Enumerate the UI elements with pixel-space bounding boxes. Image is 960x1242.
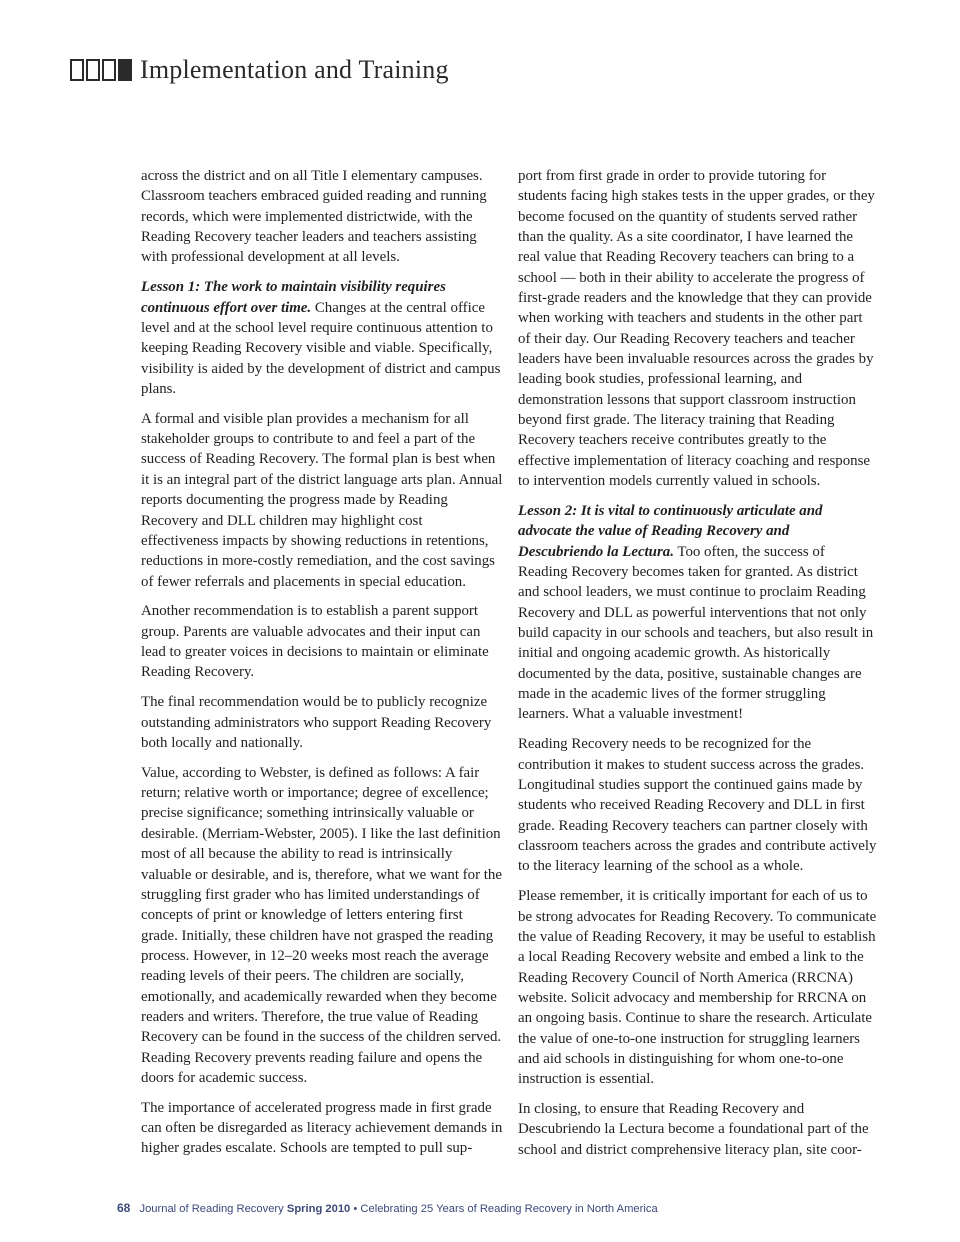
paragraph: port from first grade in order to provide tutoring for students facing high stakes tests in the upper grades, or they become focused on the quantity of students served rather than the quality. As a site coordinator, I have learned the real value that Reading Recovery teachers can bring to a school — both in their ability to accelerate the progress of first-grade readers and the knowledge that they can provide when working with teachers and students in the other part of their day. Our Reading Recovery teachers and teacher leaders have been invaluable resources across the grades by leading book studies, professional learning, and demonstration lessons that support classroom instruction beyond first grade. The literacy training that Reading Recovery teachers receive contributes greatly to the effective implementation of literacy coaching and response to intervention models currently valued in schools. (518, 168, 875, 490)
lesson-text: Changes at the central office level and at the school level require continuous attention to keeping Reading Recovery visible and viable. Specifically, visibility is aided by the development of district and campus plans. (141, 299, 501, 397)
lesson-paragraph (518, 501, 878, 725)
lesson-heading: Lesson 1: The work to maintain visibility requires continuous effort over time. (141, 279, 446, 316)
page-footer (117, 1201, 658, 1215)
journal-name: Journal of Reading Recovery (139, 1203, 284, 1215)
header-boxes-icon (70, 59, 132, 81)
right-column (518, 166, 878, 1170)
paragraph: Please remember, it is critically important for each of us to be strong advocates for Reading Recovery. To communicate the value of Reading Recovery, it may be useful to establish a local Reading Recovery website and embed a link to the Reading Recovery Council of North America (RRCNA) website. Solicit advocacy and membership for RRCNA on an ongoing basis. Continue to share the research. Articulate the value of one-to-one instruction for struggling learners and aid schools in distinguishing for whom one-to-one instruction is essential. (518, 888, 877, 1088)
footer-separator: • (353, 1203, 358, 1215)
running-header (70, 53, 449, 87)
paragraph: The importance of accelerated progress made in first grade can often be disregarded as literacy achievement demands in higher grades escalate. Schools are tempted to pull sup- (141, 1099, 503, 1157)
paragraph: Another recommendation is to establish a parent support group. Parents are valuable advocates and their input can lead to greater voices in decisions to maintain or eliminate Reading Recovery. (141, 603, 489, 681)
footer-tagline: Celebrating 25 Years of Reading Recovery in North America (360, 1203, 658, 1215)
issue-label: Spring 2010 (286, 1203, 351, 1215)
paragraph: A formal and visible plan provides a mechanism for all stakeholder groups to contribute to and feel a part of the success of Reading Recovery. The formal plan is best when it is an integral part of the district language arts plan. Annual reports documenting the progress made by Reading Recovery and DLL children may highlight cost effectiveness impacts by showing reductions in retentions, reductions in more-costly remediation, and the cost savings of fewer referrals and placements in special education. (141, 410, 503, 590)
lesson-paragraph (141, 277, 503, 399)
lesson-heading: Lesson 2: It is vital to continuously articulate and advocate the value of Reading Recovery and Descubriendo la Lectura. (518, 503, 823, 560)
left-column (141, 166, 503, 1168)
section-title: Implementation and Training (140, 55, 449, 84)
paragraph: The final recommendation would be to publicly recognize outstanding administrators who support Reading Recovery both locally and nationally. (141, 694, 492, 751)
page-number: 68 (117, 1201, 131, 1215)
lesson-text: Too often, the success of Reading Recovery becomes taken for granted. As district and school leaders, we must continue to proclaim Reading Recovery and DLL as powerful interventions that not only build capacity in our schools and teachers, but also result in initial and ongoing academic growth. As historically documented by the data, positive, sustainable changes are made in the academic lives of the former struggling learners. What a valuable investment! (518, 543, 874, 723)
paragraph: Value, according to Webster, is defined as follows: A fair return; relative worth or importance; degree of excellence; precise significance; something intrinsically valuable or desirable. (Merriam-Webster, 2005). I like the last definition most of all because the ability to read is intrinsically valuable or desirable, and is, therefore, what we want for the struggling first grader who has limited understandings of concepts of print or knowledge of letters entering first grade. Initially, these children have not grasped the reading process. However, in 12–20 weeks most reach the average reading levels of their peers. The children are socially, emotionally, and academically rewarded when they become readers and writers. Therefore, the true value of Reading Recovery can be found in the success of the children served. Reading Recovery prevents reading failure and opens the doors for academic success. (141, 764, 502, 1086)
paragraph: In closing, to ensure that Reading Recovery and Descubriendo la Lectura become a foundational part of the school and district comprehensive literacy plan, site coor- (518, 1101, 869, 1158)
paragraph: Reading Recovery needs to be recognized for the contribution it makes to student success across the grades. Longitudinal studies support the continued gains made by students who received Reading Recovery and DLL in first grade. Reading Recovery teachers can partner closely with classroom teachers across the grades and contribute actively to the literacy learning of the school as a whole. (518, 736, 877, 875)
paragraph: across the district and on all Title I elementary campuses. Classroom teachers embraced guided reading and running records, which were implemented districtwide, with the Reading Recovery teacher leaders and teachers assisting with professional development at all levels. (141, 168, 487, 266)
